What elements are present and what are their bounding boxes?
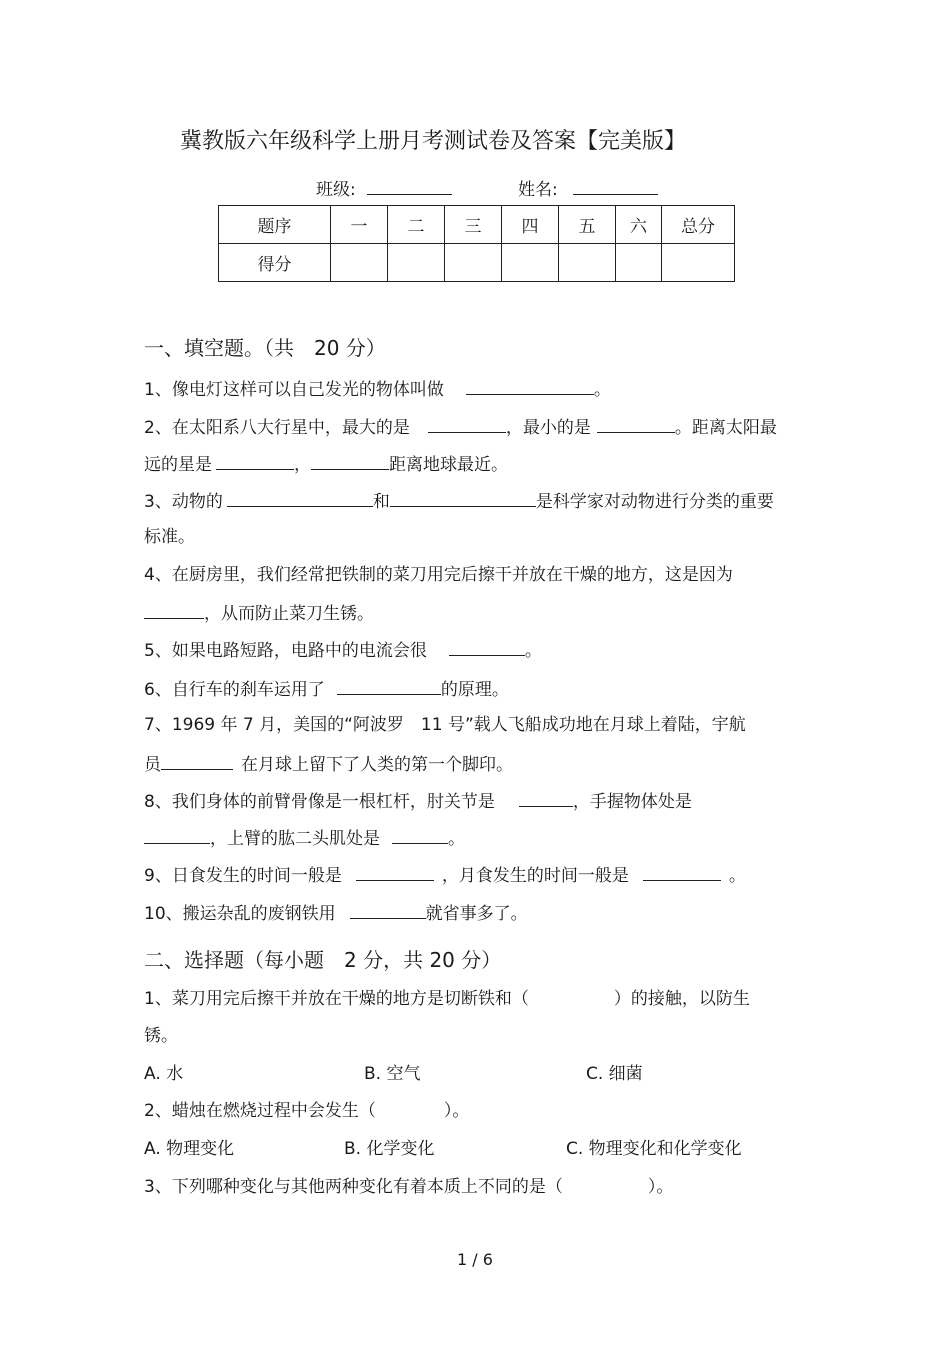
answer-blank[interactable]	[216, 451, 294, 470]
page-number: 1 / 6	[457, 1250, 493, 1269]
answer-blank[interactable]	[337, 676, 441, 695]
question-text: ，上臂的肱二头肌处是	[210, 829, 380, 849]
question-text: 5、如果电路短路，电路中的电流会很	[144, 641, 427, 661]
score-row-label: 得分	[219, 244, 331, 282]
header-cell: 五	[559, 206, 616, 244]
class-field	[316, 175, 452, 200]
section1-title: 一、填空题。（共 20 分）	[144, 336, 386, 360]
question-text: 和	[372, 492, 390, 512]
question-2-1: 1、菜刀用完后擦干并放在干燥的地方是切断铁和（ ）的接触，以防生	[144, 989, 750, 1009]
name-label: 姓名:	[518, 180, 558, 200]
question-1-3	[144, 488, 774, 514]
question-text: 10、搬运杂乱的废钢铁用	[144, 904, 336, 924]
answer-blank[interactable]	[519, 788, 573, 807]
question-text: 3、动物的	[144, 492, 223, 512]
score-cell[interactable]	[616, 244, 662, 282]
question-text: 远的星是	[144, 455, 212, 475]
header-cell: 二	[388, 206, 445, 244]
question-1-5	[144, 637, 542, 663]
header-cell: 一	[331, 206, 388, 244]
score-cell[interactable]	[662, 244, 735, 282]
answer-blank[interactable]	[466, 376, 594, 395]
question-text: ，	[294, 455, 311, 475]
question-text: 的原理。	[440, 680, 509, 700]
question-1-7: 7、1969 年 7 月，美国的“阿波罗 11 号”载人飞船成功地在月球上着陆，宇航	[144, 715, 746, 735]
answer-blank[interactable]	[643, 862, 721, 881]
answer-blank[interactable]	[144, 600, 204, 619]
option-a[interactable]: A. 水	[144, 1064, 184, 1084]
question-1-4: 4、在厨房里，我们经常把铁制的菜刀用完后擦干并放在干燥的地方，这是因为	[144, 565, 733, 585]
question-1-9	[144, 862, 746, 888]
question-1-7-cont	[144, 751, 513, 777]
question-1-10	[144, 900, 528, 926]
section2-title: 二、选择题（每小题 2 分，共 20 分）	[144, 948, 502, 972]
option-c[interactable]: C. 细菌	[586, 1064, 643, 1084]
name-field	[518, 175, 658, 200]
option-c[interactable]: C. 物理变化和化学变化	[566, 1139, 742, 1159]
score-table-score-row	[219, 244, 735, 282]
question-text: 1、像电灯这样可以自己发光的物体叫做	[144, 380, 444, 400]
question-text: 在月球上留下了人类的第一个脚印。	[241, 755, 513, 775]
question-1-2-cont	[144, 451, 508, 477]
question-2-2: 2、蜡烛在燃烧过程中会发生（ ）。	[144, 1101, 470, 1121]
score-cell[interactable]	[559, 244, 616, 282]
question-text: 9、日食发生的时间一般是	[144, 866, 342, 886]
question-2-3: 3、下列哪种变化与其他两种变化有着本质上不同的是（ ）。	[144, 1177, 674, 1197]
answer-blank[interactable]	[428, 414, 506, 433]
question-2-1-cont: 锈。	[144, 1026, 178, 1046]
question-1-1	[144, 376, 611, 402]
option-b[interactable]: B. 化学变化	[344, 1139, 435, 1159]
answer-blank[interactable]	[227, 488, 373, 507]
question-text: 距离地球最近。	[389, 455, 508, 475]
score-cell[interactable]	[445, 244, 502, 282]
answer-blank[interactable]	[356, 862, 434, 881]
score-table-header-row	[219, 206, 735, 244]
question-1-8	[144, 788, 692, 814]
question-text: 员	[144, 755, 161, 775]
question-1-2	[144, 414, 777, 440]
question-1-6	[144, 676, 509, 702]
question-1-8-cont	[144, 825, 465, 851]
question-text: 2、在太阳系八大行星中，最大的是	[144, 418, 410, 438]
answer-blank[interactable]	[390, 488, 536, 507]
question-text: ，手握物体处是	[572, 792, 692, 812]
answer-blank[interactable]	[350, 900, 426, 919]
question-text: 是科学家对动物进行分类的重要	[535, 492, 774, 512]
option-a[interactable]: A. 物理变化	[144, 1139, 235, 1159]
answer-blank[interactable]	[161, 751, 233, 770]
question-text: 8、我们身体的前臂骨像是一根杠杆，肘关节是	[144, 792, 495, 812]
answer-blank[interactable]	[392, 825, 448, 844]
question-text: 。	[593, 380, 611, 400]
score-cell[interactable]	[388, 244, 445, 282]
question-text: 。	[728, 866, 746, 886]
question-text: 就省事多了。	[425, 904, 528, 924]
question-text: 。	[448, 829, 465, 849]
question-text: ，月食发生的时间一般是	[441, 866, 629, 886]
question-1-4-cont	[144, 600, 374, 626]
score-cell[interactable]	[331, 244, 388, 282]
answer-blank[interactable]	[449, 637, 525, 656]
question-text: 。	[524, 641, 542, 661]
header-cell: 六	[616, 206, 662, 244]
class-label: 班级:	[316, 180, 356, 200]
question-text: ，从而防止菜刀生锈。	[204, 604, 374, 624]
header-cell: 题序	[219, 206, 331, 244]
question-text: 。距离太阳最	[674, 418, 777, 438]
name-blank[interactable]	[573, 176, 658, 195]
answer-blank[interactable]	[597, 414, 675, 433]
question-text: ，最小的是	[505, 418, 591, 438]
header-cell: 四	[502, 206, 559, 244]
option-b[interactable]: B. 空气	[364, 1064, 421, 1084]
class-blank[interactable]	[367, 176, 452, 195]
header-cell: 总分	[662, 206, 735, 244]
question-text: 6、自行车的刹车运用了	[144, 680, 325, 700]
question-1-3-cont: 标准。	[144, 527, 195, 547]
score-table	[218, 205, 735, 282]
header-cell: 三	[445, 206, 502, 244]
answer-blank[interactable]	[144, 825, 210, 844]
score-cell[interactable]	[502, 244, 559, 282]
answer-blank[interactable]	[311, 451, 389, 470]
